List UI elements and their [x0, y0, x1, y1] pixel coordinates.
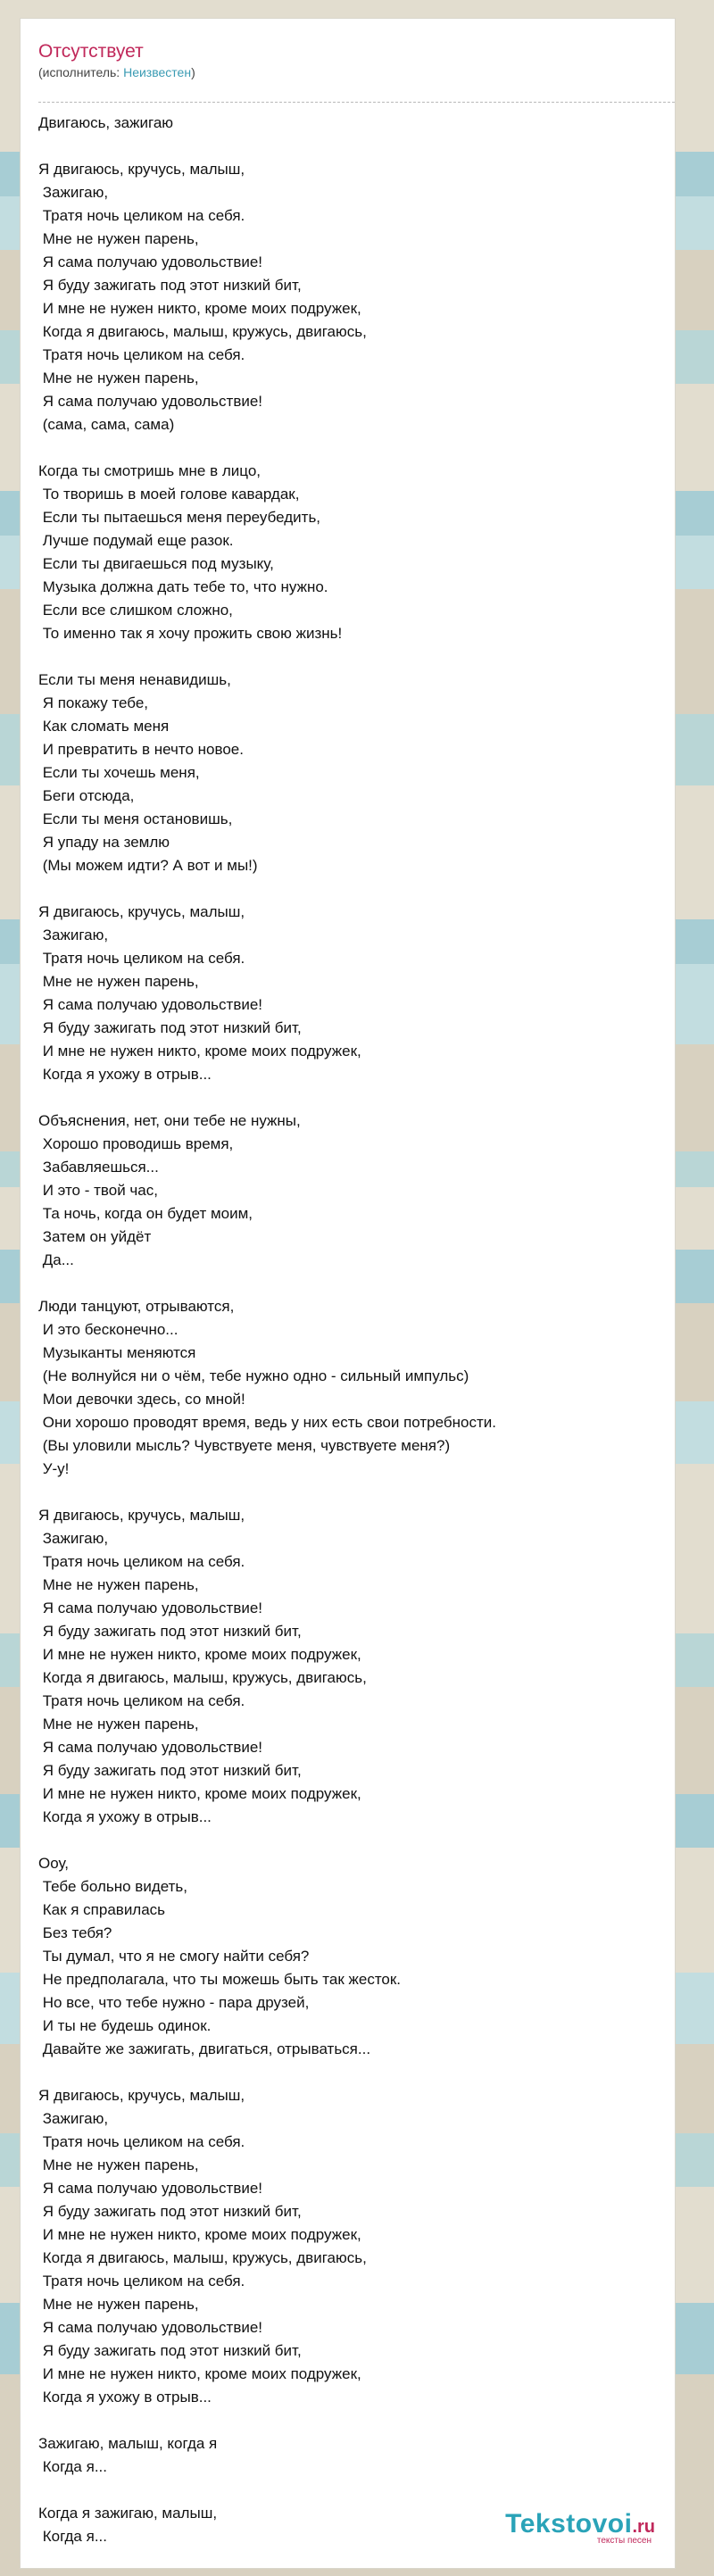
- lyric-line: Я буду зажигать под этот низкий бит,: [38, 1623, 302, 1640]
- lyric-line: Я сама получаю удовольствие!: [38, 996, 263, 1013]
- lyric-line: Я двигаюсь, кручусь, малыш,: [38, 903, 245, 920]
- stanza-break: [38, 135, 663, 158]
- logo-suffix: .ru: [632, 2517, 655, 2537]
- lyric-line: Когда я...: [38, 2528, 107, 2545]
- lyric-line: Не предполагала, что ты можешь быть так жесток.: [38, 1971, 402, 1988]
- lyric-line: Я буду зажигать под этот низкий бит,: [38, 1019, 302, 1036]
- artist-line: [38, 65, 675, 79]
- lyric-line: Забавляешься...: [38, 1159, 159, 1176]
- lyric-line: Я буду зажигать под этот низкий бит,: [38, 1762, 302, 1779]
- lyric-line: И мне не нужен никто, кроме моих подружек,: [38, 1043, 361, 1059]
- lyric-line: Тратя ночь целиком на себя.: [38, 1692, 245, 1709]
- lyric-line: Мне не нужен парень,: [38, 370, 199, 386]
- lyric-line: И ты не будешь одинок.: [38, 2017, 212, 2034]
- lyric-line: Тратя ночь целиком на себя.: [38, 346, 245, 363]
- lyric-line: Когда я...: [38, 2458, 107, 2475]
- song-header: [38, 40, 675, 79]
- lyric-line: Как сломать меня: [38, 718, 170, 735]
- logo-tagline: тексты песен: [596, 2536, 652, 2546]
- lyric-line: Музыканты меняются: [38, 1344, 196, 1361]
- lyric-line: Музыка должна дать тебе то, что нужно.: [38, 578, 328, 595]
- artist-link[interactable]: Неизвестен: [123, 65, 192, 79]
- lyric-line: И мне не нужен никто, кроме моих подружек,: [38, 300, 361, 317]
- song-title: Отсутствует: [38, 41, 144, 62]
- lyric-line: Мои девочки здесь, со мной!: [38, 1391, 245, 1408]
- lyric-line: Когда я двигаюсь, малыш, кружусь, двигаюсь,: [38, 1669, 367, 1686]
- lyric-line: Беги отсюда,: [38, 787, 135, 804]
- lyric-line: Если ты хочешь меня,: [38, 764, 200, 781]
- lyric-line: Я сама получаю удовольствие!: [38, 1739, 263, 1756]
- lyric-line: Когда я ухожу в отрыв...: [38, 2389, 212, 2406]
- lyric-line: Мне не нужен парень,: [38, 1576, 199, 1593]
- lyric-line: Люди танцуют, отрываются,: [38, 1298, 235, 1315]
- lyric-line: Зажигаю, малыш, когда я: [38, 2435, 218, 2452]
- lyric-line: И превратить в нечто новое.: [38, 741, 244, 758]
- lyric-line: Если ты меня остановишь,: [38, 810, 233, 827]
- lyric-line: То именно так я хочу прожить свою жизнь!: [38, 625, 343, 642]
- lyric-line: Объяснения, нет, они тебе не нужны,: [38, 1112, 301, 1129]
- lyric-line: Зажигаю,: [38, 927, 109, 943]
- lyric-line: Тратя ночь целиком на себя.: [38, 207, 245, 224]
- lyric-line: И это бесконечно...: [38, 1321, 178, 1338]
- lyric-line: Если ты пытаешься меня переубедить,: [38, 509, 321, 526]
- lyric-line: И мне не нужен никто, кроме моих подружек,: [38, 2365, 361, 2382]
- lyric-line: Тратя ночь целиком на себя.: [38, 2133, 245, 2150]
- lyric-line: Лучше подумай еще разок.: [38, 532, 234, 549]
- lyric-line: (Не волнуйся ни о чём, тебе нужно одно - сильный импульс): [38, 1367, 469, 1384]
- lyric-line: Я сама получаю удовольствие!: [38, 2180, 263, 2197]
- stanza-break: [38, 1086, 663, 1109]
- header-divider: [38, 102, 675, 103]
- stanza-break: [38, 1481, 663, 1504]
- lyric-line: Мне не нужен парень,: [38, 2296, 199, 2313]
- lyric-line: Без тебя?: [38, 1924, 112, 1941]
- lyric-line: Как я справилась: [38, 1901, 166, 1918]
- lyric-line: Я сама получаю удовольствие!: [38, 253, 263, 270]
- lyric-line: Я двигаюсь, кручусь, малыш,: [38, 161, 245, 178]
- lyric-line: Я покажу тебе,: [38, 694, 149, 711]
- lyric-line: Ооу,: [38, 1855, 70, 1872]
- lyric-line: Ты думал, что я не смогу найти себя?: [38, 1948, 310, 1965]
- stanza-break: [38, 2479, 663, 2502]
- lyric-line: Если все слишком сложно,: [38, 602, 233, 619]
- lyric-line: Тратя ночь целиком на себя.: [38, 2273, 245, 2289]
- lyric-line: Они хорошо проводят время, ведь у них есть свои потребности.: [38, 1414, 496, 1431]
- lyric-line: Затем он уйдёт: [38, 1228, 152, 1245]
- stanza-break: [38, 645, 663, 669]
- lyrics-text: [38, 112, 663, 2548]
- lyric-line: Зажигаю,: [38, 2110, 109, 2127]
- lyric-line: Я сама получаю удовольствие!: [38, 2319, 263, 2336]
- lyric-line: Я буду зажигать под этот низкий бит,: [38, 2342, 302, 2359]
- lyric-line: Давайте же зажигать, двигаться, отрываться...: [38, 2040, 371, 2057]
- lyric-line: И мне не нужен никто, кроме моих подружек,: [38, 2226, 361, 2243]
- lyric-line: И мне не нужен никто, кроме моих подружек,: [38, 1646, 361, 1663]
- lyric-line: Тратя ночь целиком на себя.: [38, 950, 245, 967]
- stanza-break: [38, 2409, 663, 2432]
- lyric-line: То творишь в моей голове кавардак,: [38, 486, 300, 503]
- lyric-line: Мне не нужен парень,: [38, 230, 199, 247]
- lyric-line: Когда я ухожу в отрыв...: [38, 1066, 212, 1083]
- lyric-line: Та ночь, когда он будет моим,: [38, 1205, 253, 1222]
- lyric-line: Я буду зажигать под этот низкий бит,: [38, 2203, 302, 2220]
- lyric-line: Да...: [38, 1251, 74, 1268]
- lyric-line: Мне не нужен парень,: [38, 1716, 199, 1733]
- lyric-line: Когда я зажигаю, малыш,: [38, 2505, 218, 2522]
- lyric-line: И это - твой час,: [38, 1182, 158, 1199]
- stanza-break: [38, 436, 663, 460]
- stanza-break: [38, 1272, 663, 1295]
- lyric-line: Зажигаю,: [38, 184, 109, 201]
- lyric-line: Мне не нужен парень,: [38, 2156, 199, 2173]
- lyric-line: Я упаду на землю: [38, 834, 170, 851]
- lyric-line: (сама, сама, сама): [38, 416, 175, 433]
- lyric-line: Зажигаю,: [38, 1530, 109, 1547]
- lyric-line: Я сама получаю удовольствие!: [38, 393, 263, 410]
- lyric-line: Я буду зажигать под этот низкий бит,: [38, 277, 302, 294]
- lyric-line: И мне не нужен никто, кроме моих подружек,: [38, 1785, 361, 1802]
- lyric-line: Хорошо проводишь время,: [38, 1135, 234, 1152]
- lyric-line: Если ты двигаешься под музыку,: [38, 555, 274, 572]
- lyric-line: Когда ты смотришь мне в лицо,: [38, 462, 261, 479]
- artist-prefix: (исполнитель:: [38, 65, 124, 79]
- lyric-line: Когда я двигаюсь, малыш, кружусь, двигаюсь,: [38, 2249, 367, 2266]
- artist-suffix: ): [191, 65, 195, 79]
- lyrics-card: [20, 18, 676, 2569]
- lyric-line: Но все, что тебе нужно - пара друзей,: [38, 1994, 310, 2011]
- logo-name: Tekstovoi: [505, 2509, 633, 2539]
- lyric-line: (Вы уловили мысль? Чувствуете меня, чувствуете меня?): [38, 1437, 451, 1454]
- lyric-line: У-у!: [38, 1460, 70, 1477]
- site-logo[interactable]: [505, 2509, 655, 2546]
- lyric-line: Двигаюсь, зажигаю: [38, 114, 174, 131]
- lyric-line: Когда я ухожу в отрыв...: [38, 1808, 212, 1825]
- lyric-line: Тебе больно видеть,: [38, 1878, 188, 1895]
- lyric-line: Тратя ночь целиком на себя.: [38, 1553, 245, 1570]
- lyric-line: Когда я двигаюсь, малыш, кружусь, двигаюсь,: [38, 323, 367, 340]
- lyric-line: Если ты меня ненавидишь,: [38, 671, 231, 688]
- stanza-break: [38, 2061, 663, 2084]
- stanza-break: [38, 877, 663, 901]
- lyric-line: Я сама получаю удовольствие!: [38, 1600, 263, 1616]
- lyric-line: (Мы можем идти? А вот и мы!): [38, 857, 258, 874]
- stanza-break: [38, 1829, 663, 1852]
- lyric-line: Я двигаюсь, кручусь, малыш,: [38, 1507, 245, 1524]
- lyric-line: Мне не нужен парень,: [38, 973, 199, 990]
- lyric-line: Я двигаюсь, кручусь, малыш,: [38, 2087, 245, 2104]
